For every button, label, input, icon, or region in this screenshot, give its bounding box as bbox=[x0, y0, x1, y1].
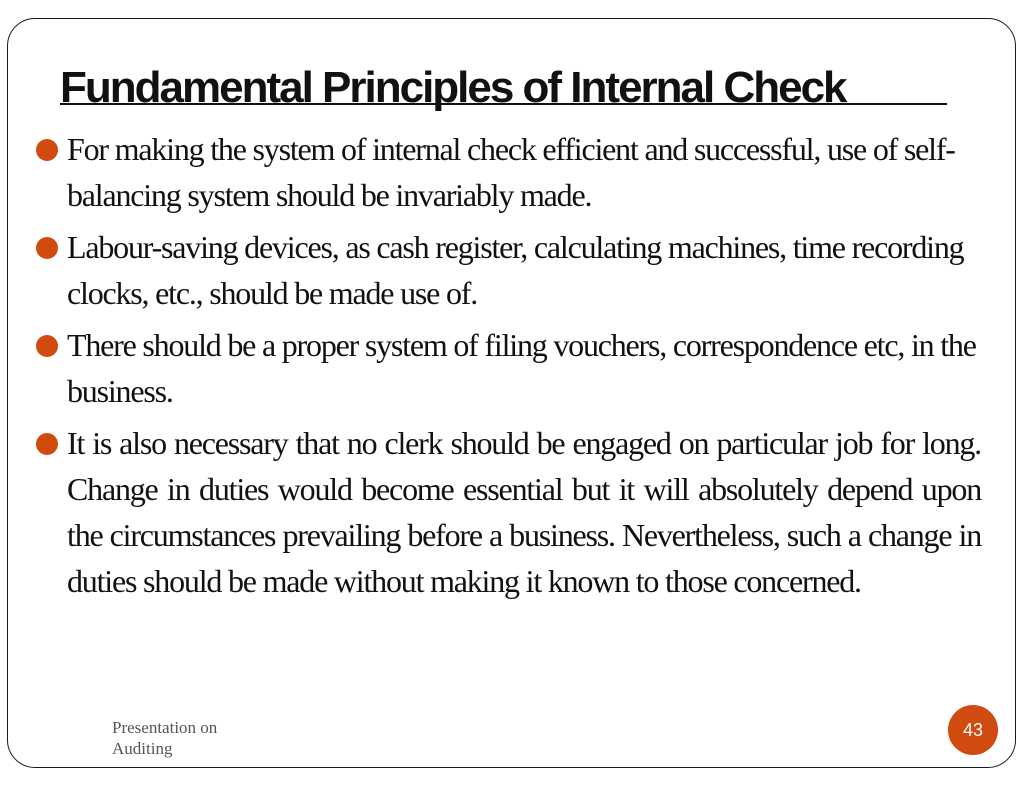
bullet-text: There should be a proper system of filing vouchers, correspondence etc, in the business. bbox=[67, 327, 976, 409]
bullet-item bbox=[36, 224, 981, 316]
bullet-dot-icon bbox=[36, 139, 58, 161]
bullet-list bbox=[36, 126, 981, 610]
bullet-dot-icon bbox=[36, 335, 58, 357]
bullet-text: It is also necessary that no clerk should be engaged on particular job for long. Change in duties would become essential but it will absolutely depend upon the circumstances prevailing before a business. Nevertheless, such a change in duties should be made without making it known to those concerned. bbox=[67, 425, 981, 599]
bullet-dot-icon bbox=[36, 433, 58, 455]
bullet-text: Labour-saving devices, as cash register, calculating machines, time recording clocks, etc., should be made use of. bbox=[67, 229, 964, 311]
title-underline bbox=[60, 103, 947, 105]
bullet-item bbox=[36, 420, 981, 604]
footer-text: Presentation on Auditing bbox=[112, 718, 218, 758]
bullet-item bbox=[36, 126, 981, 218]
bullet-item bbox=[36, 322, 981, 414]
slide-title: Fundamental Principles of Internal Check bbox=[60, 63, 846, 112]
page-number-badge: 43 bbox=[948, 705, 998, 755]
bullet-text: For making the system of internal check efficient and successful, use of self-balancing system should be invariably made. bbox=[67, 131, 955, 213]
bullet-dot-icon bbox=[36, 237, 58, 259]
